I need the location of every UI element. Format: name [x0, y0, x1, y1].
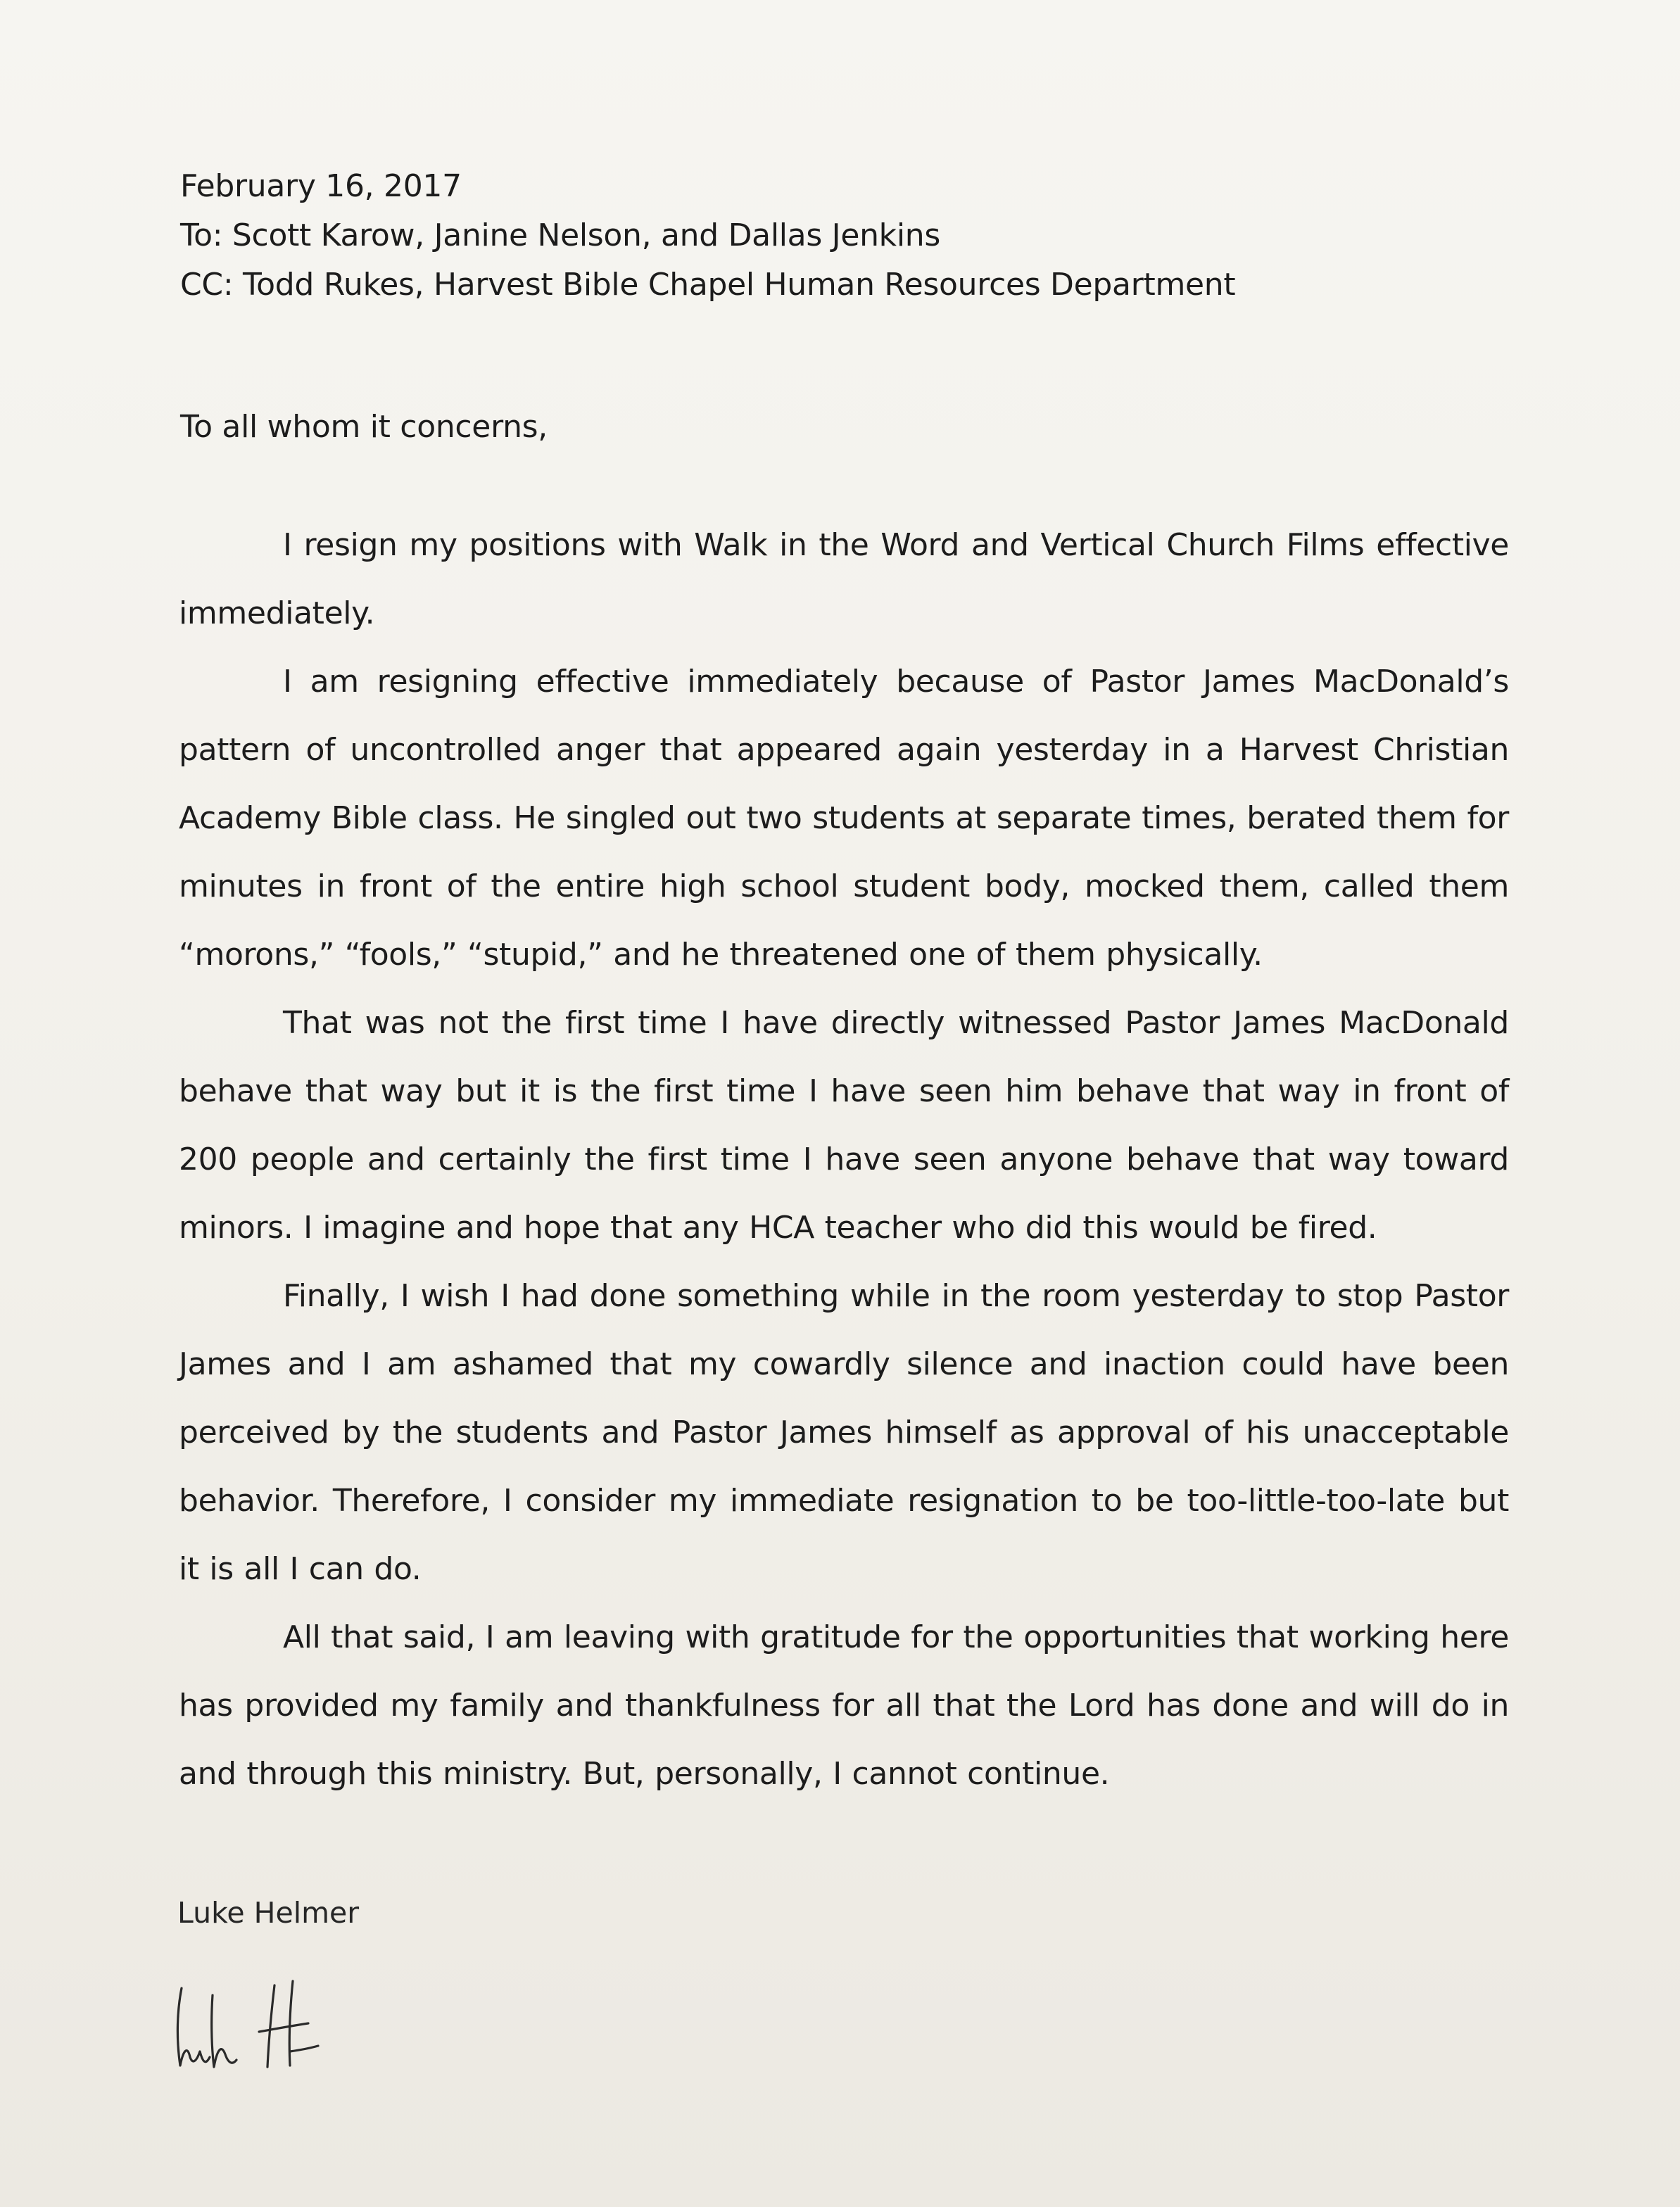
paragraph-witness: That was not the first time I have directly witnessed Pastor James MacDonald behave that way but it is the first time I have seen him behave that way in front of 200 people and certainly the first time I have seen anyone behave that way toward minors. I imagine and hope that any HCA teacher who did this would be fired. [179, 1005, 1509, 1246]
paragraph-gratitude: All that said, I am leaving with gratitude for the opportunities that working here has provided my family and thankfulness for all that the Lord has done and will do in and through this ministry. But, personally, I cannot continue. [179, 1619, 1509, 1792]
letter-header [180, 162, 1560, 310]
signer-name: Luke Helmer [177, 1896, 360, 1930]
recipients-line: To: Scott Karow, Janine Nelson, and Dallas Jenkins [180, 217, 940, 253]
letter-body [179, 511, 1509, 1808]
paragraph-reason: I am resigning effective immediately because of Pastor James MacDonald’s pattern of uncontrolled anger that appeared again yesterday in a Harvest Christian Academy Bible class. He singled out two students at separate times, berated them for minutes in front of the entire high school student body, mocked them, called them “morons,” “fools,” “stupid,” and he threatened one of them physically. [179, 664, 1509, 973]
letter-date: February 16, 2017 [180, 168, 462, 204]
paragraph-resignation: I resign my positions with Walk in the Word and Vertical Church Films effective immediately. [179, 527, 1509, 631]
salutation: To all whom it concerns, [180, 409, 548, 445]
handwritten-signature [169, 1967, 352, 2080]
cc-line: CC: Todd Rukes, Harvest Bible Chapel Human Resources Department [180, 267, 1236, 303]
paragraph-regret: Finally, I wish I had done something while in the room yesterday to stop Pastor James and I am ashamed that my cowardly silence and inaction could have been perceived by the students and Pastor James himself as approval of his unacceptable behavior. Therefore, I consider my immediate resignation to be too-little-too-late but it is all I can do. [179, 1278, 1509, 1587]
